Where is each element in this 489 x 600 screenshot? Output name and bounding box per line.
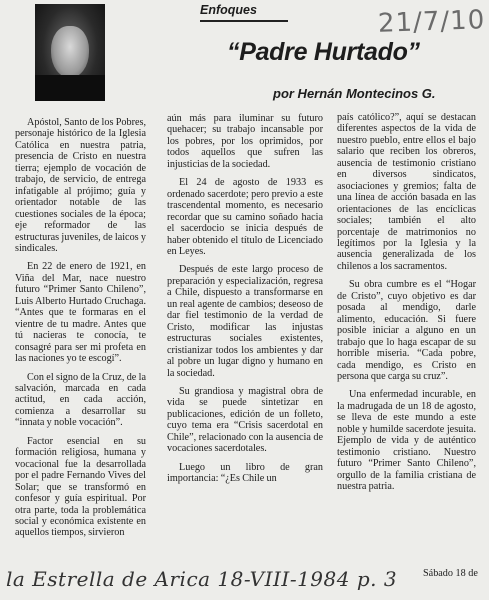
portrait-collar (35, 75, 105, 101)
portrait-face (51, 26, 89, 78)
portrait-photo (35, 4, 105, 101)
paragraph: país católico?”, aquí se destacan diferentes aspectos de la vida de nuestro pueblo, entre ellos el bajo salario que reciben los obreros, ausencia de testimonio cristiano en diversos sindicatos, asociaciones y gremios; falta de una línea de acción basada en las orientaciones de las encíclicas sociales; también el alto porcentaje de matrimonios no legítimos por la Iglesia y la ausencia generalizada de los chilenos a los sacramentos. (337, 112, 476, 272)
paragraph: Su grandiosa y magistral obra de vida se puede sintetizar en publicaciones, edición de un folleto, cuyo tema era “Crisis sacerdotal en Chile”, relacionado con la ausencia de vocaciones sacerdotales. (167, 385, 323, 455)
handwritten-date: 21/7/10 (377, 5, 486, 39)
paragraph: Factor esencial en su formación religiosa, humana y vocacional fue la desarrollada por el padre Fernando Vives del Solar; que se transformó en confesor y guía espiritual. Por otra parte, toda la problemática social y económica existente en aquellos tiempos, sirvieron (15, 435, 146, 539)
article-column-3 (337, 112, 476, 500)
paragraph: El 24 de agosto de 1933 es ordenado sacerdote; pero previo a este trascendental momento, es necesario recordar que su camino soñado hacia el sacerdocio se inicia después de haber obtenido el título de Licenciado en Leyes. (167, 177, 323, 257)
paragraph: aún más para iluminar su futuro quehacer; su trabajo incansable por los pobres, por los oprimidos, por todos aquellos que sufren las injusticias de la sociedad. (167, 113, 323, 170)
paragraph: Apóstol, Santo de los Pobres, personaje histórico de la Iglesia Católica en nuestra patria, presencia de Cristo en nuestra tierra; ejemplo de vocación de trabajo, de servicio, de entrega infatigable al prójimo; guía y orientador notable de las cuestiones sociales de la época; eje reformador de las estructuras juveniles, de laicos y sindicales. (15, 117, 146, 254)
article-title: “Padre Hurtado” (227, 38, 420, 66)
article-column-2 (167, 113, 323, 492)
section-rule (200, 20, 288, 22)
paragraph: Luego un libro de gran importancia: “¿Es Chile un (167, 461, 323, 485)
paragraph: Una enfermedad incurable, en la madrugada de un 18 de agosto, se lleva de este mundo a este noble y humilde sacerdote jesuita. Ejemplo de vida y de auténtico testimonio cristiano. Nuestro futuro “Primer Santo Chileno”, orgullo de la familia cristiana de nuestra patria. (337, 389, 476, 493)
paragraph: Después de este largo proceso de preparación y especialización, regresa a Chile, dispuesto a transformarse en un real agente de cambios; deseoso de dar fiel testimonio de la verdad de Cristo, modificar las injustas estructuras sociales existentes, cristianizar todos los ambientes y dar al pobre un lugar digno y humano en la sociedad. (167, 264, 323, 379)
paragraph: Con el signo de la Cruz, de la salvación, marcada en cada actitud, en cada acción, comienza a desarrollar su “innata y noble vocación”. (15, 371, 146, 429)
continuation-text: Sábado 18 de (423, 568, 478, 579)
article-byline: por Hernán Montecinos G. (273, 86, 436, 101)
paragraph: En 22 de enero de 1921, en Viña del Mar, nace nuestro futuro “Primer Santo Chileno”, Luis Alberto Hurtado Cruchaga. “Antes que te formaras en el vientre de tu madre. Antes que tú nacieras te conocía, te consagré para ser mi profeta en las naciones yo te escogí”. (15, 261, 146, 365)
handwritten-source-note: la Estrella de Arica 18-VIII-1984 p. 3 (6, 567, 398, 591)
section-label: Enfoques (200, 3, 257, 17)
article-column-1 (15, 117, 146, 546)
paragraph: Su obra cumbre es el “Hogar de Cristo”, cuyo objetivo es dar posada al mendigo, darle alimento, educación. Si fuere posible iniciar a alguno en un trabajo que lo haga escapar de su horrible miseria. “Cada pobre, cada mendigo, es Cristo en persona que carga su cruz”. (337, 279, 476, 382)
